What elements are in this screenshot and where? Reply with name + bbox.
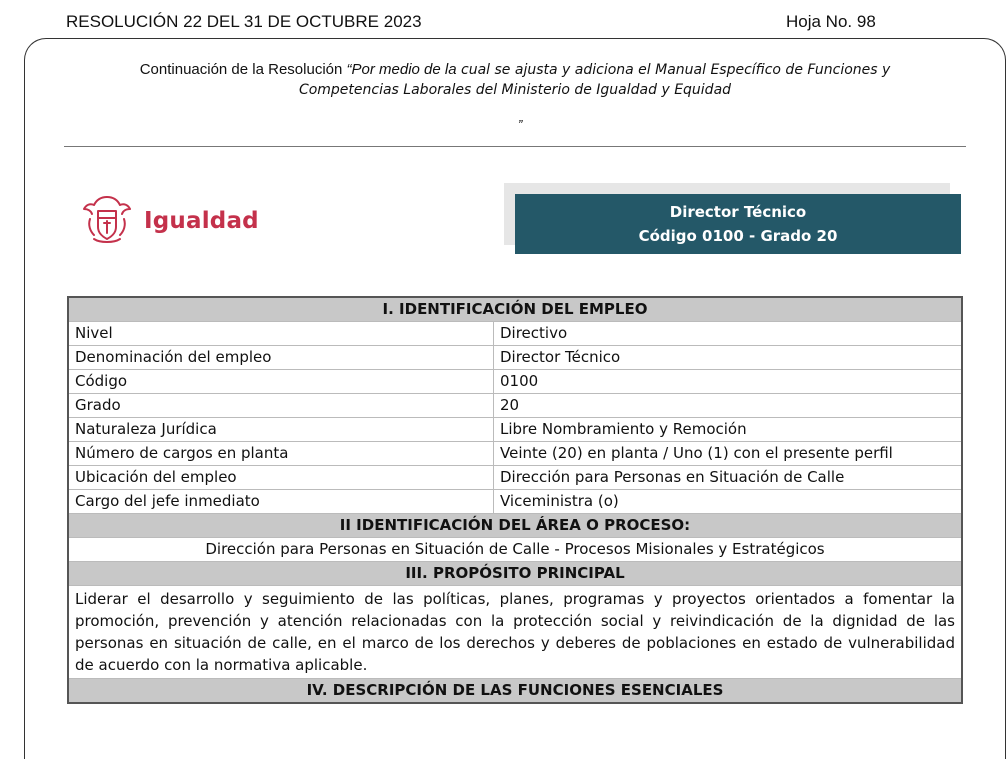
- row-label: Grado: [68, 394, 494, 418]
- row-label: Nivel: [68, 322, 494, 346]
- table-row: [68, 490, 962, 514]
- table-row: [68, 370, 962, 394]
- table-row: [68, 466, 962, 490]
- job-profile-table: [67, 296, 963, 704]
- row-label: Cargo del jefe inmediato: [68, 490, 494, 514]
- table-row: [68, 346, 962, 370]
- table-row: [68, 322, 962, 346]
- section-purpose: III. PROPÓSITO PRINCIPAL: [68, 562, 962, 586]
- section-area: II IDENTIFICACIÓN DEL ÁREA O PROCESO:: [68, 514, 962, 538]
- row-label: Código: [68, 370, 494, 394]
- igualdad-logo: [80, 193, 259, 249]
- purpose-text: Liderar el desarrollo y seguimiento de las políticas, planes, programas y proyectos orientados a fomentar la promoción, prevención y atención relacionadas con la protección social y reivindicación de la dignidad de las personas en situación de calle, en el marco de los derechos y deberes de poblaciones en estado de vulnerabilidad de acuerdo con la normativa aplicable.: [68, 586, 962, 679]
- table-row: [68, 418, 962, 442]
- continuation-prefix: Continuación de la Resolución: [139, 61, 347, 78]
- section-identification: I. IDENTIFICACIÓN DEL EMPLEO: [68, 297, 962, 322]
- row-value: Libre Nombramiento y Remoción: [494, 418, 963, 442]
- job-title: Director Técnico: [669, 203, 807, 221]
- job-title-box: [515, 194, 961, 254]
- row-value: Directivo: [494, 322, 963, 346]
- row-label: Denominación del empleo: [68, 346, 494, 370]
- coat-of-arms-icon: [80, 193, 134, 249]
- row-value: 20: [494, 394, 963, 418]
- row-value: Veinte (20) en planta / Uno (1) con el presente perfil: [494, 442, 963, 466]
- row-value: 0100: [494, 370, 963, 394]
- row-value: Director Técnico: [494, 346, 963, 370]
- continuation-italic: cual se ajusta y adiciona el Manual Específico de Funciones y: [456, 62, 891, 78]
- logo-text: Igualdad: [144, 208, 259, 234]
- continuation-text: [60, 60, 970, 100]
- area-text: Dirección para Personas en Situación de Calle - Procesos Misionales y Estratégicos: [68, 538, 962, 562]
- sheet-number: Hoja No. 98: [786, 12, 876, 31]
- row-label: Número de cargos en planta: [68, 442, 494, 466]
- continuation-italic-bold: “Por medio de la: [346, 61, 457, 78]
- continuation-line2: Competencias Laborales del Ministerio de Igualdad y Equidad: [298, 82, 732, 98]
- section-functions: IV. DESCRIPCIÓN DE LAS FUNCIONES ESENCIALES: [68, 679, 962, 704]
- row-value: Dirección para Personas en Situación de Calle: [494, 466, 963, 490]
- table-row: [68, 442, 962, 466]
- resolution-header: RESOLUCIÓN 22 DEL 31 DE OCTUBRE 2023: [66, 12, 422, 31]
- divider: [64, 146, 966, 147]
- job-code-grade: Código 0100 - Grado 20: [638, 227, 838, 245]
- row-label: Ubicación del empleo: [68, 466, 494, 490]
- row-label: Naturaleza Jurídica: [68, 418, 494, 442]
- row-value: Viceministra (o): [494, 490, 963, 514]
- table-row: [68, 394, 962, 418]
- closing-quote: ”: [518, 117, 523, 132]
